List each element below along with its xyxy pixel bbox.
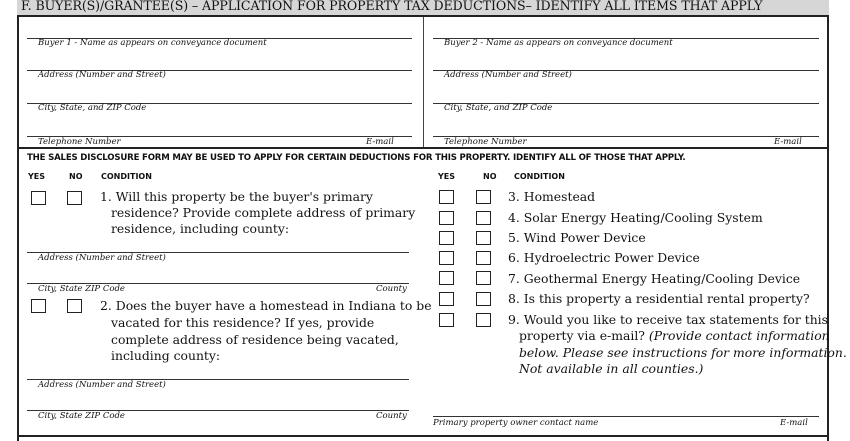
buyer2-city-label: City, State, and ZIP Code <box>444 103 553 113</box>
buyer2-phone-label: Telephone Number <box>444 137 527 147</box>
q1-line-1: 1. Will this property be the buyer's primary <box>100 189 373 204</box>
section-header <box>17 0 829 17</box>
buyer1-address-label: Address (Number and Street) <box>38 70 166 80</box>
q1-line-2: residence? Provide complete address of primary <box>111 205 416 220</box>
q1-city-label: City, State ZIP Code <box>38 284 125 294</box>
buyer1-phone-label: Telephone Number <box>38 137 121 147</box>
q4-solar: 4. Solar Energy Heating/Cooling System <box>508 210 763 225</box>
buyer1-name-label: Buyer 1 - Name as appears on conveyance document <box>38 38 267 48</box>
no-column-header-right: NO <box>483 172 497 181</box>
contact-line[interactable] <box>433 416 819 417</box>
disclosure-note: THE SALES DISCLOSURE FORM MAY BE USED TO APPLY FOR CERTAIN DEDUCTIONS FOR THIS PROPERTY. IDENTIFY ALL OF THOSE THAT APPLY. <box>27 153 686 163</box>
q4-no-checkbox[interactable] <box>476 211 491 225</box>
q6-hydroelectric: 6. Hydroelectric Power Device <box>508 250 700 265</box>
q5-no-checkbox[interactable] <box>476 231 491 245</box>
q9-line-2 <box>519 328 830 344</box>
q2-line-4: including county: <box>111 348 221 363</box>
q2-no-checkbox[interactable] <box>67 299 82 313</box>
column-divider <box>423 17 424 147</box>
q5-wind: 5. Wind Power Device <box>508 230 646 245</box>
buyer1-city-label: City, State, and ZIP Code <box>38 103 147 113</box>
q1-no-checkbox[interactable] <box>67 191 82 205</box>
q2-line-1: 2. Does the buyer have a homestead in Indiana to be <box>100 298 432 313</box>
q9-no-checkbox[interactable] <box>476 313 491 327</box>
buyer1-email-label: E-mail <box>366 137 394 147</box>
condition-column-header-left: CONDITION <box>101 172 152 181</box>
q3-homestead: 3. Homestead <box>508 189 596 204</box>
q8-rental: 8. Is this property a residential rental property? <box>508 291 810 306</box>
q1-line-3: residence, including county: <box>111 221 290 236</box>
yes-column-header-left: YES <box>28 172 46 181</box>
q3-yes-checkbox[interactable] <box>439 190 454 204</box>
no-column-header-left: NO <box>69 172 83 181</box>
q9-line-1: 9. Would you like to receive tax statements for this <box>508 312 829 327</box>
contact-email-label: E-mail <box>780 418 808 428</box>
q1-county-label: County <box>376 284 407 294</box>
q7-geothermal: 7. Geothermal Energy Heating/Cooling Device <box>508 271 801 286</box>
q1-yes-checkbox[interactable] <box>31 191 46 205</box>
q4-yes-checkbox[interactable] <box>439 211 454 225</box>
q2-yes-checkbox[interactable] <box>31 299 46 313</box>
q9-line-2-text: property via e-mail? <box>519 328 649 343</box>
buyer2-address-label: Address (Number and Street) <box>444 70 572 80</box>
condition-column-header-right: CONDITION <box>514 172 565 181</box>
q3-no-checkbox[interactable] <box>476 190 491 204</box>
yes-column-header-right: YES <box>438 172 456 181</box>
q8-no-checkbox[interactable] <box>476 292 491 306</box>
q2-address-label: Address (Number and Street) <box>38 380 166 390</box>
q2-city-label: City, State ZIP Code <box>38 411 125 421</box>
q8-yes-checkbox[interactable] <box>439 292 454 306</box>
buyer2-email-label: E-mail <box>774 137 802 147</box>
q1-address-label: Address (Number and Street) <box>38 253 166 263</box>
contact-name-label: Primary property owner contact name <box>433 418 599 428</box>
q5-yes-checkbox[interactable] <box>439 231 454 245</box>
q9-line-4: Not available in all counties.) <box>519 361 704 376</box>
section-title: F. BUYER(S)/GRANTEE(S) – APPLICATION FOR PROPERTY TAX DEDUCTIONS– IDENTIFY ALL ITEMS THAT APPLY <box>21 0 763 13</box>
q6-yes-checkbox[interactable] <box>439 251 454 265</box>
q6-no-checkbox[interactable] <box>476 251 491 265</box>
q7-yes-checkbox[interactable] <box>439 271 454 285</box>
q2-county-label: County <box>376 411 407 421</box>
section-bottom-divider <box>17 435 829 437</box>
q9-line-3: below. Please see instructions for more information. <box>519 345 847 360</box>
q2-line-2: vacated for this residence? If yes, provide <box>111 315 375 330</box>
section-divider <box>17 147 829 149</box>
q9-yes-checkbox[interactable] <box>439 313 454 327</box>
q9-line-2-italic: (Provide contact information <box>648 328 830 343</box>
buyer2-name-label: Buyer 2 - Name as appears on conveyance document <box>444 38 673 48</box>
q7-no-checkbox[interactable] <box>476 271 491 285</box>
q2-line-3: complete address of residence being vacated, <box>111 332 399 347</box>
